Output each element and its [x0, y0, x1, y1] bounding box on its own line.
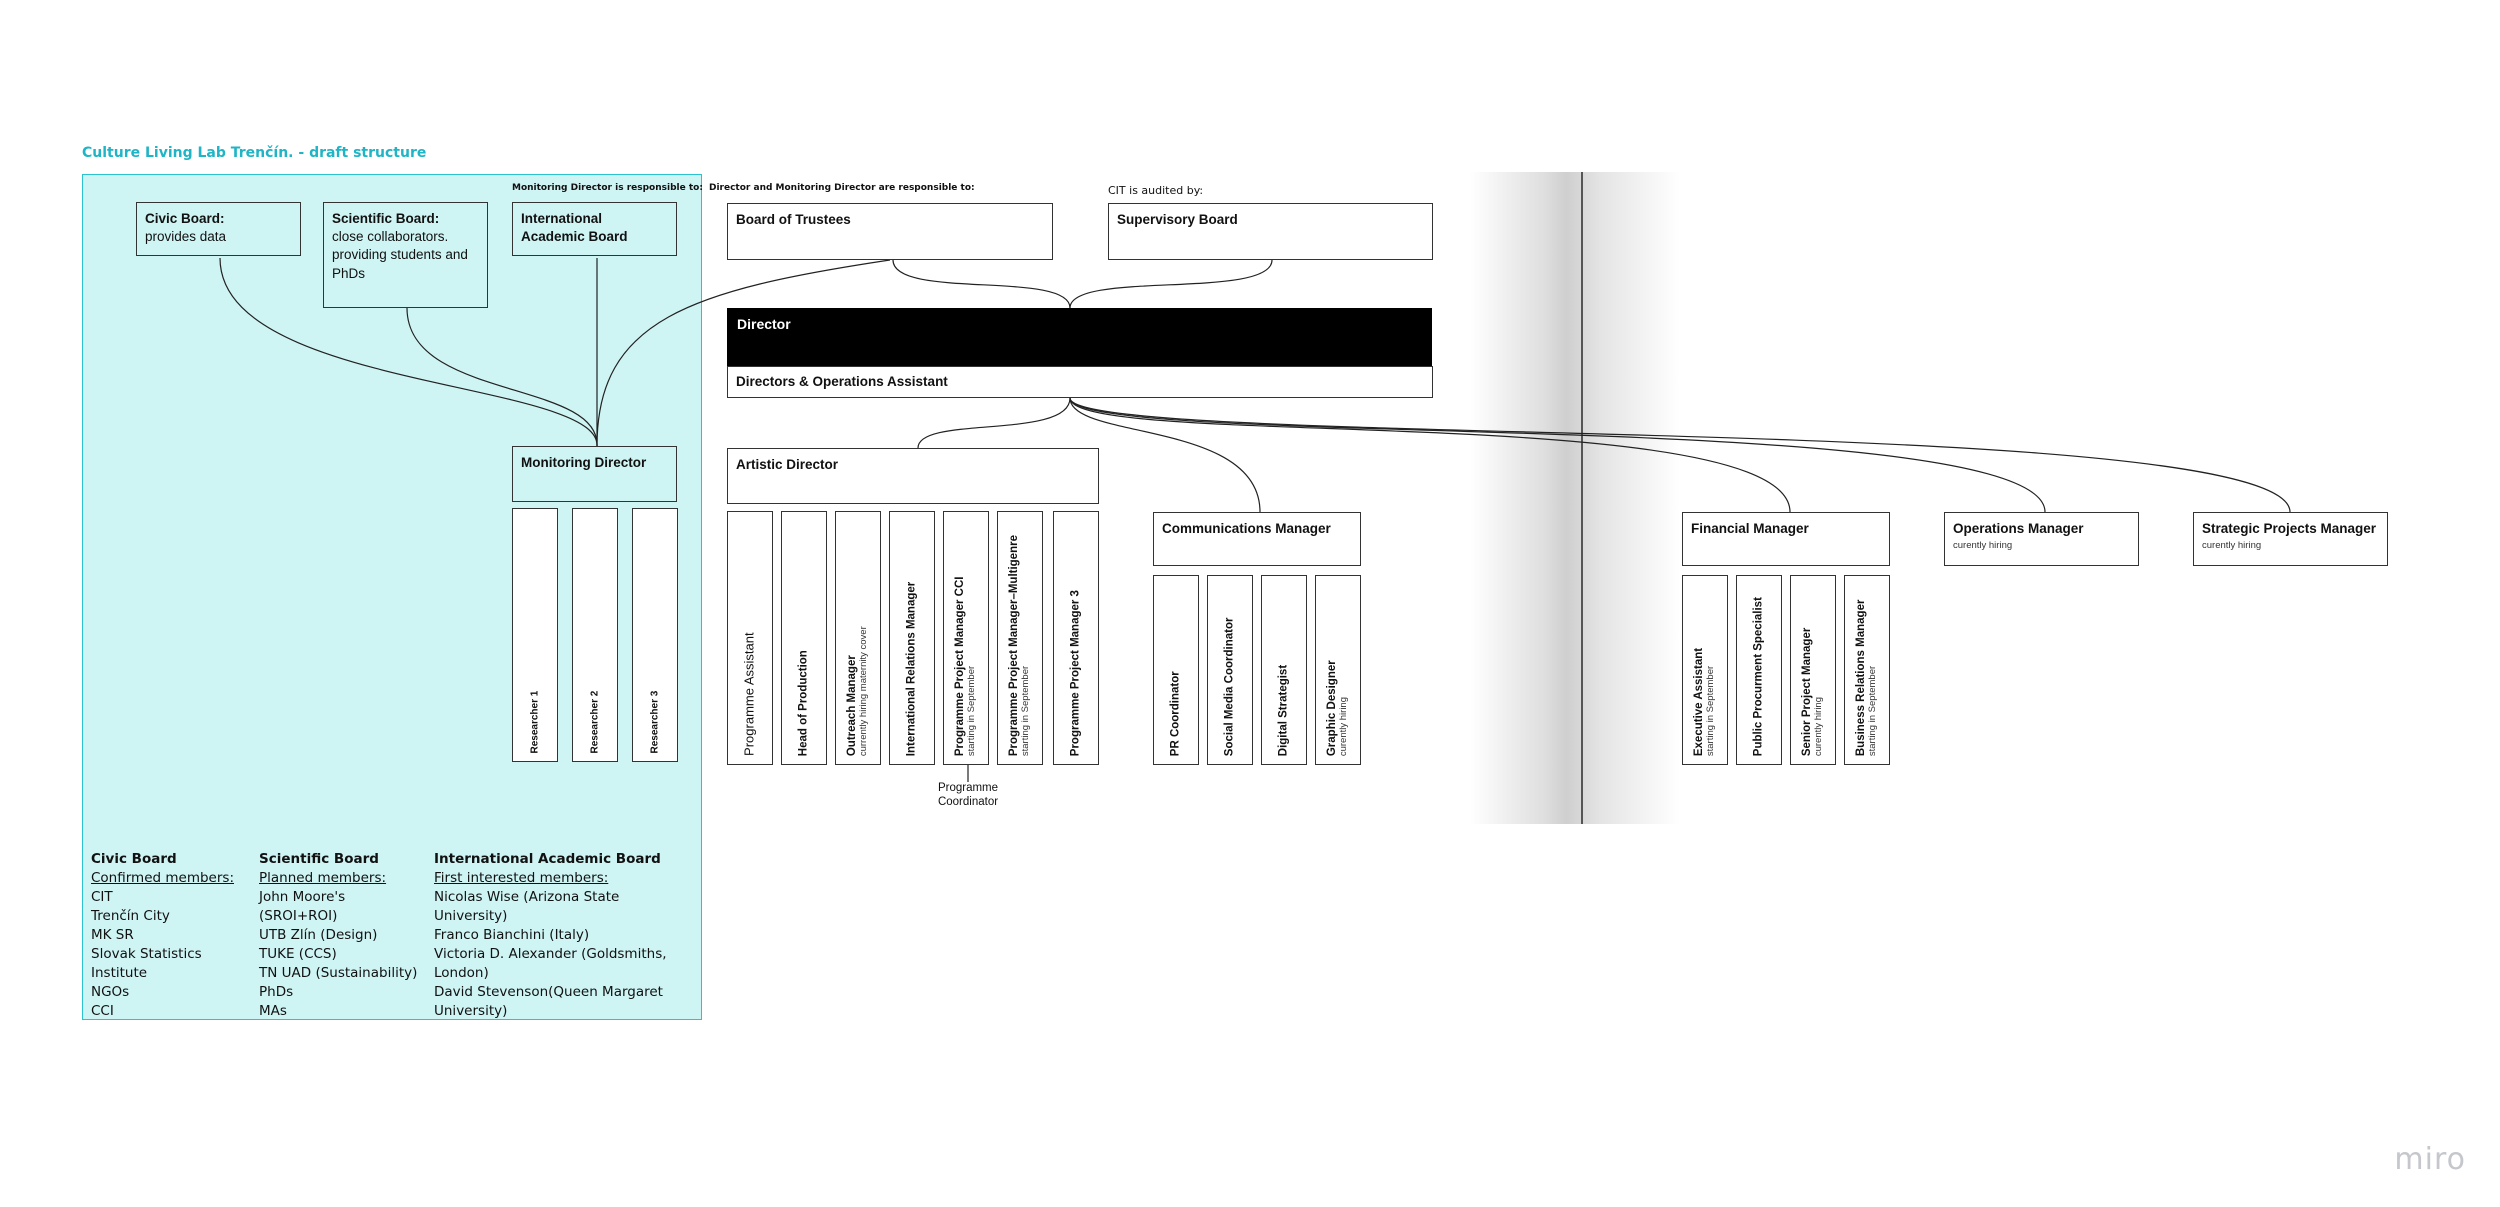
- communications-role-1-label: PR Coordinator: [1169, 671, 1182, 756]
- international-board-box[interactable]: [512, 202, 677, 256]
- assistant-title: Directors & Operations Assistant: [736, 374, 948, 389]
- researcher-2-box[interactable]: [572, 508, 618, 762]
- legend-international-item: Nicolas Wise (Arizona State University): [434, 889, 620, 924]
- financial-role-3-label: Senior Project Manager: [1800, 627, 1813, 756]
- artistic-role-6-label: Programme Project Manager–Multigenre: [1007, 534, 1020, 756]
- financial-role-1-label: Executive Assistant: [1692, 647, 1705, 756]
- financial-role-3-sub: curently hiring: [1813, 696, 1825, 756]
- researcher-1-box[interactable]: [512, 508, 558, 762]
- legend-civic-item: MK SR: [91, 927, 134, 943]
- international-board-title: International Academic Board: [521, 211, 628, 245]
- legend-civic-item: Trenčín City: [91, 908, 170, 924]
- legend-civic-item: CCI: [91, 1003, 114, 1019]
- miro-logo: miro: [2394, 1142, 2466, 1177]
- legend-scientific-board: [259, 850, 424, 1021]
- legend-civic-item: Slovak Statistics Institute: [91, 946, 202, 981]
- communications-manager-title: Communications Manager: [1162, 521, 1331, 536]
- artistic-role-6[interactable]: [997, 511, 1043, 765]
- legend-international-subheading: First interested members:: [434, 870, 609, 886]
- operations-manager-box[interactable]: [1944, 512, 2139, 566]
- communications-role-4[interactable]: [1315, 575, 1361, 765]
- communications-manager-box[interactable]: [1153, 512, 1361, 566]
- legend-scientific-item: John Moore's (SROI+ROI): [259, 889, 346, 924]
- researcher-3-label: Researcher 3: [649, 690, 661, 753]
- link-director-financial: [1070, 398, 1790, 512]
- legend-scientific-subheading: Planned members:: [259, 870, 387, 886]
- strategic-projects-manager-box[interactable]: [2193, 512, 2388, 566]
- link-director-artistic: [918, 398, 1070, 448]
- legend-civic-heading: Civic Board: [91, 851, 177, 867]
- artistic-role-1[interactable]: [727, 511, 773, 765]
- link-supervisory-director: [1070, 260, 1272, 308]
- supervisory-board-title: Supervisory Board: [1117, 212, 1238, 227]
- legend-international-item: Victoria D. Alexander (Goldsmiths, London): [434, 946, 667, 981]
- artistic-role-3-label: Outreach Manager: [845, 655, 858, 756]
- link-director-operations: [1070, 398, 2045, 512]
- artistic-director-title: Artistic Director: [736, 457, 839, 472]
- civic-board-text: provides data: [145, 229, 227, 245]
- communications-role-2-label: Social Media Coordinator: [1223, 617, 1236, 756]
- financial-role-1[interactable]: [1682, 575, 1728, 765]
- financial-role-1-sub: starting in September: [1705, 665, 1717, 756]
- artistic-role-7[interactable]: [1053, 511, 1099, 765]
- artistic-role-2-label: Head of Production: [797, 649, 810, 756]
- legend-civic-board: [91, 850, 251, 1021]
- legend-scientific-item: MAs: [259, 1003, 287, 1019]
- supervisory-board-box[interactable]: [1108, 203, 1433, 260]
- artistic-role-4[interactable]: [889, 511, 935, 765]
- communications-role-3-label: Digital Strategist: [1277, 664, 1290, 756]
- researcher-1-label: Researcher 1: [529, 690, 541, 753]
- artistic-role-4-label: International Relations Manager: [905, 581, 918, 756]
- financial-role-4[interactable]: [1844, 575, 1890, 765]
- legend-scientific-item: TUKE (CCS): [259, 946, 337, 962]
- communications-role-4-sub: curently hiring: [1338, 696, 1350, 756]
- financial-role-2[interactable]: [1736, 575, 1782, 765]
- artistic-role-7-label: Programme Project Manager 3: [1069, 589, 1082, 756]
- link-scientific-monitoring: [407, 308, 597, 446]
- note-cit: CIT is audited by:: [1108, 184, 1204, 197]
- director-box[interactable]: [727, 308, 1432, 366]
- operations-manager-title: Operations Manager: [1953, 521, 2084, 536]
- legend-international-item: David Stevenson(Queen Margaret University): [434, 984, 663, 1019]
- artistic-role-3-sub: currently hiring maternity cover: [858, 626, 870, 756]
- artistic-role-2[interactable]: [781, 511, 827, 765]
- financial-role-3[interactable]: [1790, 575, 1836, 765]
- scientific-board-box[interactable]: [323, 202, 488, 308]
- artistic-role-5-label: Programme Project Manager CCI: [953, 576, 966, 756]
- strategic-projects-manager-sub: curently hiring: [2202, 540, 2262, 552]
- communications-role-4-label: Graphic Designer: [1325, 660, 1338, 756]
- link-trustees-director: [893, 260, 1070, 308]
- legend-civic-item: CIT: [91, 889, 113, 905]
- strategic-projects-manager-title: Strategic Projects Manager: [2202, 521, 2377, 536]
- researcher-2-label: Researcher 2: [589, 690, 601, 753]
- communications-role-2[interactable]: [1207, 575, 1253, 765]
- artistic-role-1-label: Programme Assistant: [741, 632, 757, 756]
- artistic-role-3[interactable]: [835, 511, 881, 765]
- legend-civic-item: NGOs: [91, 984, 130, 1000]
- assistant-box[interactable]: [727, 366, 1433, 398]
- legend-scientific-item: PhDs: [259, 984, 294, 1000]
- scientific-board-title: Scientific Board:: [332, 211, 440, 226]
- communications-role-1[interactable]: [1153, 575, 1199, 765]
- note-director-monitoring: Director and Monitoring Director are responsible to:: [709, 183, 975, 193]
- financial-manager-title: Financial Manager: [1691, 521, 1809, 536]
- legend-international-board: [434, 850, 694, 1021]
- artistic-role-5[interactable]: [943, 511, 989, 765]
- monitoring-director-title: Monitoring Director: [521, 455, 647, 470]
- board-of-trustees-title: Board of Trustees: [736, 212, 851, 227]
- legend-international-heading: International Academic Board: [434, 851, 661, 867]
- programme-coordinator-label: Programme Coordinator: [937, 782, 999, 808]
- board-of-trustees-box[interactable]: [727, 203, 1053, 260]
- legend-scientific-item: UTB Zlín (Design): [259, 927, 378, 943]
- legend-scientific-heading: Scientific Board: [259, 851, 379, 867]
- operations-manager-sub: curently hiring: [1953, 540, 2013, 552]
- legend-civic-subheading: Confirmed members:: [91, 870, 234, 886]
- artistic-director-box[interactable]: [727, 448, 1099, 504]
- civic-board-box[interactable]: [136, 202, 301, 256]
- communications-role-3[interactable]: [1261, 575, 1307, 765]
- financial-role-2-label: Public Procurment Specialist: [1752, 596, 1765, 756]
- financial-role-4-sub: starting in September: [1867, 665, 1879, 756]
- page-title: Culture Living Lab Trenčín. - draft structure: [82, 145, 427, 161]
- scientific-board-text: close collaborators. providing students and PhDs: [332, 229, 468, 281]
- financial-role-4-label: Business Relations Manager: [1854, 599, 1867, 756]
- financial-manager-box[interactable]: [1682, 512, 1890, 566]
- legend-international-item: Franco Bianchini (Italy): [434, 927, 590, 943]
- researcher-3-box[interactable]: [632, 508, 678, 762]
- artistic-role-6-sub: starting in September: [1020, 665, 1032, 756]
- artistic-role-5-sub: starting in September: [966, 665, 978, 756]
- note-monitoring: Monitoring Director is responsible to:: [512, 183, 703, 193]
- civic-board-title: Civic Board:: [145, 211, 225, 226]
- director-title: Director: [737, 316, 791, 332]
- monitoring-director-box[interactable]: [512, 446, 677, 502]
- legend-scientific-item: TN UAD (Sustainability): [259, 965, 418, 981]
